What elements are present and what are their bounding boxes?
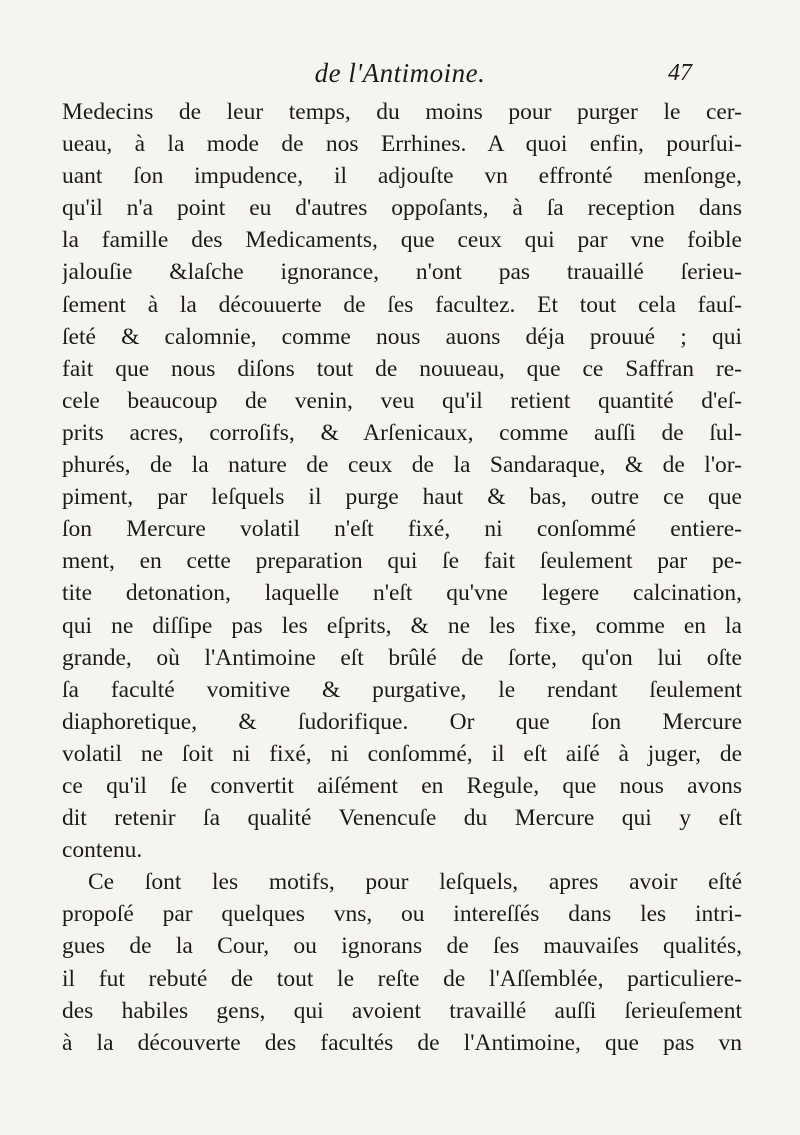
text-line: des habiles gens, qui avoient travaillé auſſi ſerieuſement — [62, 997, 742, 1024]
text-line: diaphoretique, & ſudorifique. Or que ſon Mercure — [62, 708, 742, 735]
text-line: ueau, à la mode de nos Errhines. A quoi enfin, pourſui- — [62, 131, 742, 158]
text-line: volatil ne ſoit ni fixé, ni conſommé, il eſt aiſé à juger, de — [62, 740, 742, 767]
text-line: ce qu'il ſe convertit aiſément en Regule, que nous avons — [62, 772, 742, 799]
text-line: il fut rebuté de tout le reſte de l'Aſſemblée, particuliere- — [62, 965, 742, 992]
text-line: grande, où l'Antimoine eſt brûlé de ſorte, qu'on lui oſte — [62, 644, 742, 671]
text-line: gues de la Cour, ou ignorans de ſes mauvaiſes qualités, — [62, 933, 742, 960]
running-head — [0, 58, 800, 92]
text-line: Medecins de leur temps, du moins pour purger le cer- — [62, 99, 742, 125]
paragraph — [62, 866, 742, 1059]
text-line: contenu. — [62, 837, 143, 864]
text-line: à la découverte des facultés de l'Antimoine, que pas vn — [62, 1029, 742, 1056]
text-line: ment, en cette preparation qui ſe fait ſeulement par pe- — [62, 548, 742, 575]
text-line: tite detonation, laquelle n'eſt qu'vne legere calcination, — [62, 580, 742, 607]
text-line: qu'il n'a point eu d'autres oppoſants, à ſa reception dans — [62, 195, 742, 222]
text-line: ſa faculté vomitive & purgative, le rendant ſeulement — [62, 676, 742, 703]
text-line: phurés, de la nature de ceux de la Sandaraque, & de l'or- — [62, 452, 742, 479]
text-line: cele beaucoup de venin, veu qu'il retient quantité d'eſ- — [62, 387, 742, 414]
text-line: propoſé par quelques vns, ou intereſſés dans les intri- — [62, 901, 742, 928]
text-line: uant ſon impudence, il adjouſte vn effronté menſonge, — [62, 163, 742, 190]
text-line: jalouſie &laſche ignorance, n'ont pas trauaillé ſerieu- — [62, 259, 742, 286]
text-line: piment, par leſquels il purge haut & bas, outre ce que — [62, 484, 742, 511]
running-head-title: de l'Antimoine. — [314, 58, 486, 88]
paragraph — [62, 96, 742, 866]
text-line: Ce ſont les motifs, pour leſquels, apres avoir eſté — [88, 869, 742, 896]
body-text — [62, 96, 742, 1059]
text-line: prits acres, corroſifs, & Arſenicaux, comme auſſi de ſul- — [62, 419, 742, 446]
text-line: fait que nous diſons tout de nouueau, que ce Saffran re- — [62, 355, 742, 382]
text-line: qui ne diſſipe pas les eſprits, & ne les fixe, comme en la — [62, 612, 742, 639]
text-line: ſeté & calomnie, comme nous auons déja prouué ; qui — [62, 323, 742, 350]
page-number: 47 — [668, 60, 692, 86]
text-line: dit retenir ſa qualité Venencuſe du Mercure qui y eſt — [62, 805, 742, 832]
text-line: la famille des Medicaments, que ceux qui par vne foible — [62, 227, 742, 254]
text-line: ſon Mercure volatil n'eſt fixé, ni conſommé entiere- — [62, 516, 742, 543]
text-line: ſement à la découuerte de ſes facultez. Et tout cela fauſ- — [62, 291, 742, 318]
